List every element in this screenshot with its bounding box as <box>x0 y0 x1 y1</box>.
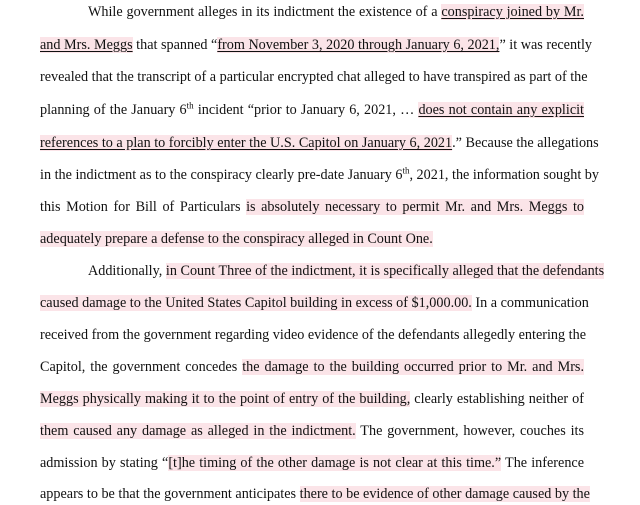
p1-l3-text: revealed that the transcript of a particular encrypted chat alleged to have transpired as part of the <box>40 69 588 85</box>
p1-l6-superscript: th <box>402 165 410 176</box>
p1-l5-highlight: references to a plan to forcibly enter the U.S. Capitol on January 6, 2021 <box>40 135 453 151</box>
p1-l2-text-b: that spanned “ <box>132 37 218 53</box>
p1-l6-text-a: in the indictment as to the conspiracy clearly pre-date January 6 <box>40 167 403 183</box>
p2-l4-text: Capitol, the government concedes <box>40 359 243 375</box>
p1-l2-highlight-c: from November 3, 2020 through January 6, 2021, <box>217 37 500 53</box>
p1-l6-text-b: , 2021, the information sought by <box>409 167 599 183</box>
p1-l4-text-a: planning of the January 6 <box>40 102 187 118</box>
p1-l7-text: this Motion for Bill of Particulars <box>40 199 247 215</box>
p2-l3-text: received from the government regarding video evidence of the defendants allegedly entering the <box>40 327 586 343</box>
p2-line-6 <box>40 422 584 440</box>
p2-l6-text: The government, however, couches its <box>355 423 584 439</box>
p1-l1-text: While government alleges in its indictment the existence of a <box>88 4 442 20</box>
p2-line-3 <box>40 326 584 344</box>
p2-l8-text: appears to be that the government anticipates <box>40 486 300 502</box>
p1-l2-highlight-a: and Mrs. Meggs <box>40 37 133 53</box>
p1-line-4 <box>40 101 584 119</box>
p2-l1-text: Additionally, <box>88 263 166 279</box>
p2-l7-text-a: admission by stating “ <box>40 455 169 471</box>
p1-l4-highlight: does not contain any explicit <box>418 102 585 118</box>
p1-line-3 <box>40 68 588 86</box>
p2-l6-highlight: them caused any damage as alleged in the indictment. <box>40 423 356 439</box>
p1-l2-text-e: it was recently <box>505 37 593 53</box>
p2-l7-text-c: The inference <box>501 455 585 471</box>
p2-line-4 <box>40 358 584 376</box>
p1-l4-text-b: incident “prior to January 6, 2021, … <box>193 102 419 118</box>
p1-l1-highlight: conspiracy joined by Mr. <box>441 4 584 20</box>
p2-l5-text: clearly establishing neither of <box>410 391 584 407</box>
p1-l5-text: .” Because the allegations <box>452 135 599 151</box>
p1-line-8 <box>40 230 584 248</box>
p2-l8-highlight: there to be evidence of other damage caused by the <box>299 486 590 502</box>
p2-line-1 <box>88 262 605 280</box>
p1-line-6 <box>40 165 599 184</box>
p2-l1-highlight: in Count Three of the indictment, it is specifically alleged that the defendants <box>165 263 605 279</box>
p2-l5-highlight: Meggs physically making it to the point of entry of the building, <box>40 391 411 407</box>
p1-l4-superscript: th <box>186 100 194 111</box>
p2-l2-text: In a communication <box>471 295 589 311</box>
p2-l4-highlight: the damage to the building occurred prior to Mr. and Mrs. <box>242 359 584 375</box>
p1-line-1 <box>88 3 584 21</box>
p2-l7-highlight: [t]he timing of the other damage is not clear at this time.” <box>168 455 502 471</box>
p2-line-2 <box>40 294 589 312</box>
p1-line-2 <box>40 36 593 54</box>
p2-line-8 <box>40 485 590 503</box>
p1-l8-highlight: adequately prepare a defense to the conspiracy alleged in Count One. <box>40 231 433 247</box>
p2-line-7 <box>40 454 584 472</box>
p1-l2-text-d: ” <box>499 37 506 53</box>
p1-l7-highlight: is absolutely necessary to permit Mr. and Mrs. Meggs to <box>246 199 584 215</box>
p1-line-5 <box>40 134 599 152</box>
p2-l2-highlight: caused damage to the United States Capitol building in excess of $1,000.00. <box>40 295 472 311</box>
p2-line-5 <box>40 390 584 408</box>
p1-line-7 <box>40 198 584 216</box>
